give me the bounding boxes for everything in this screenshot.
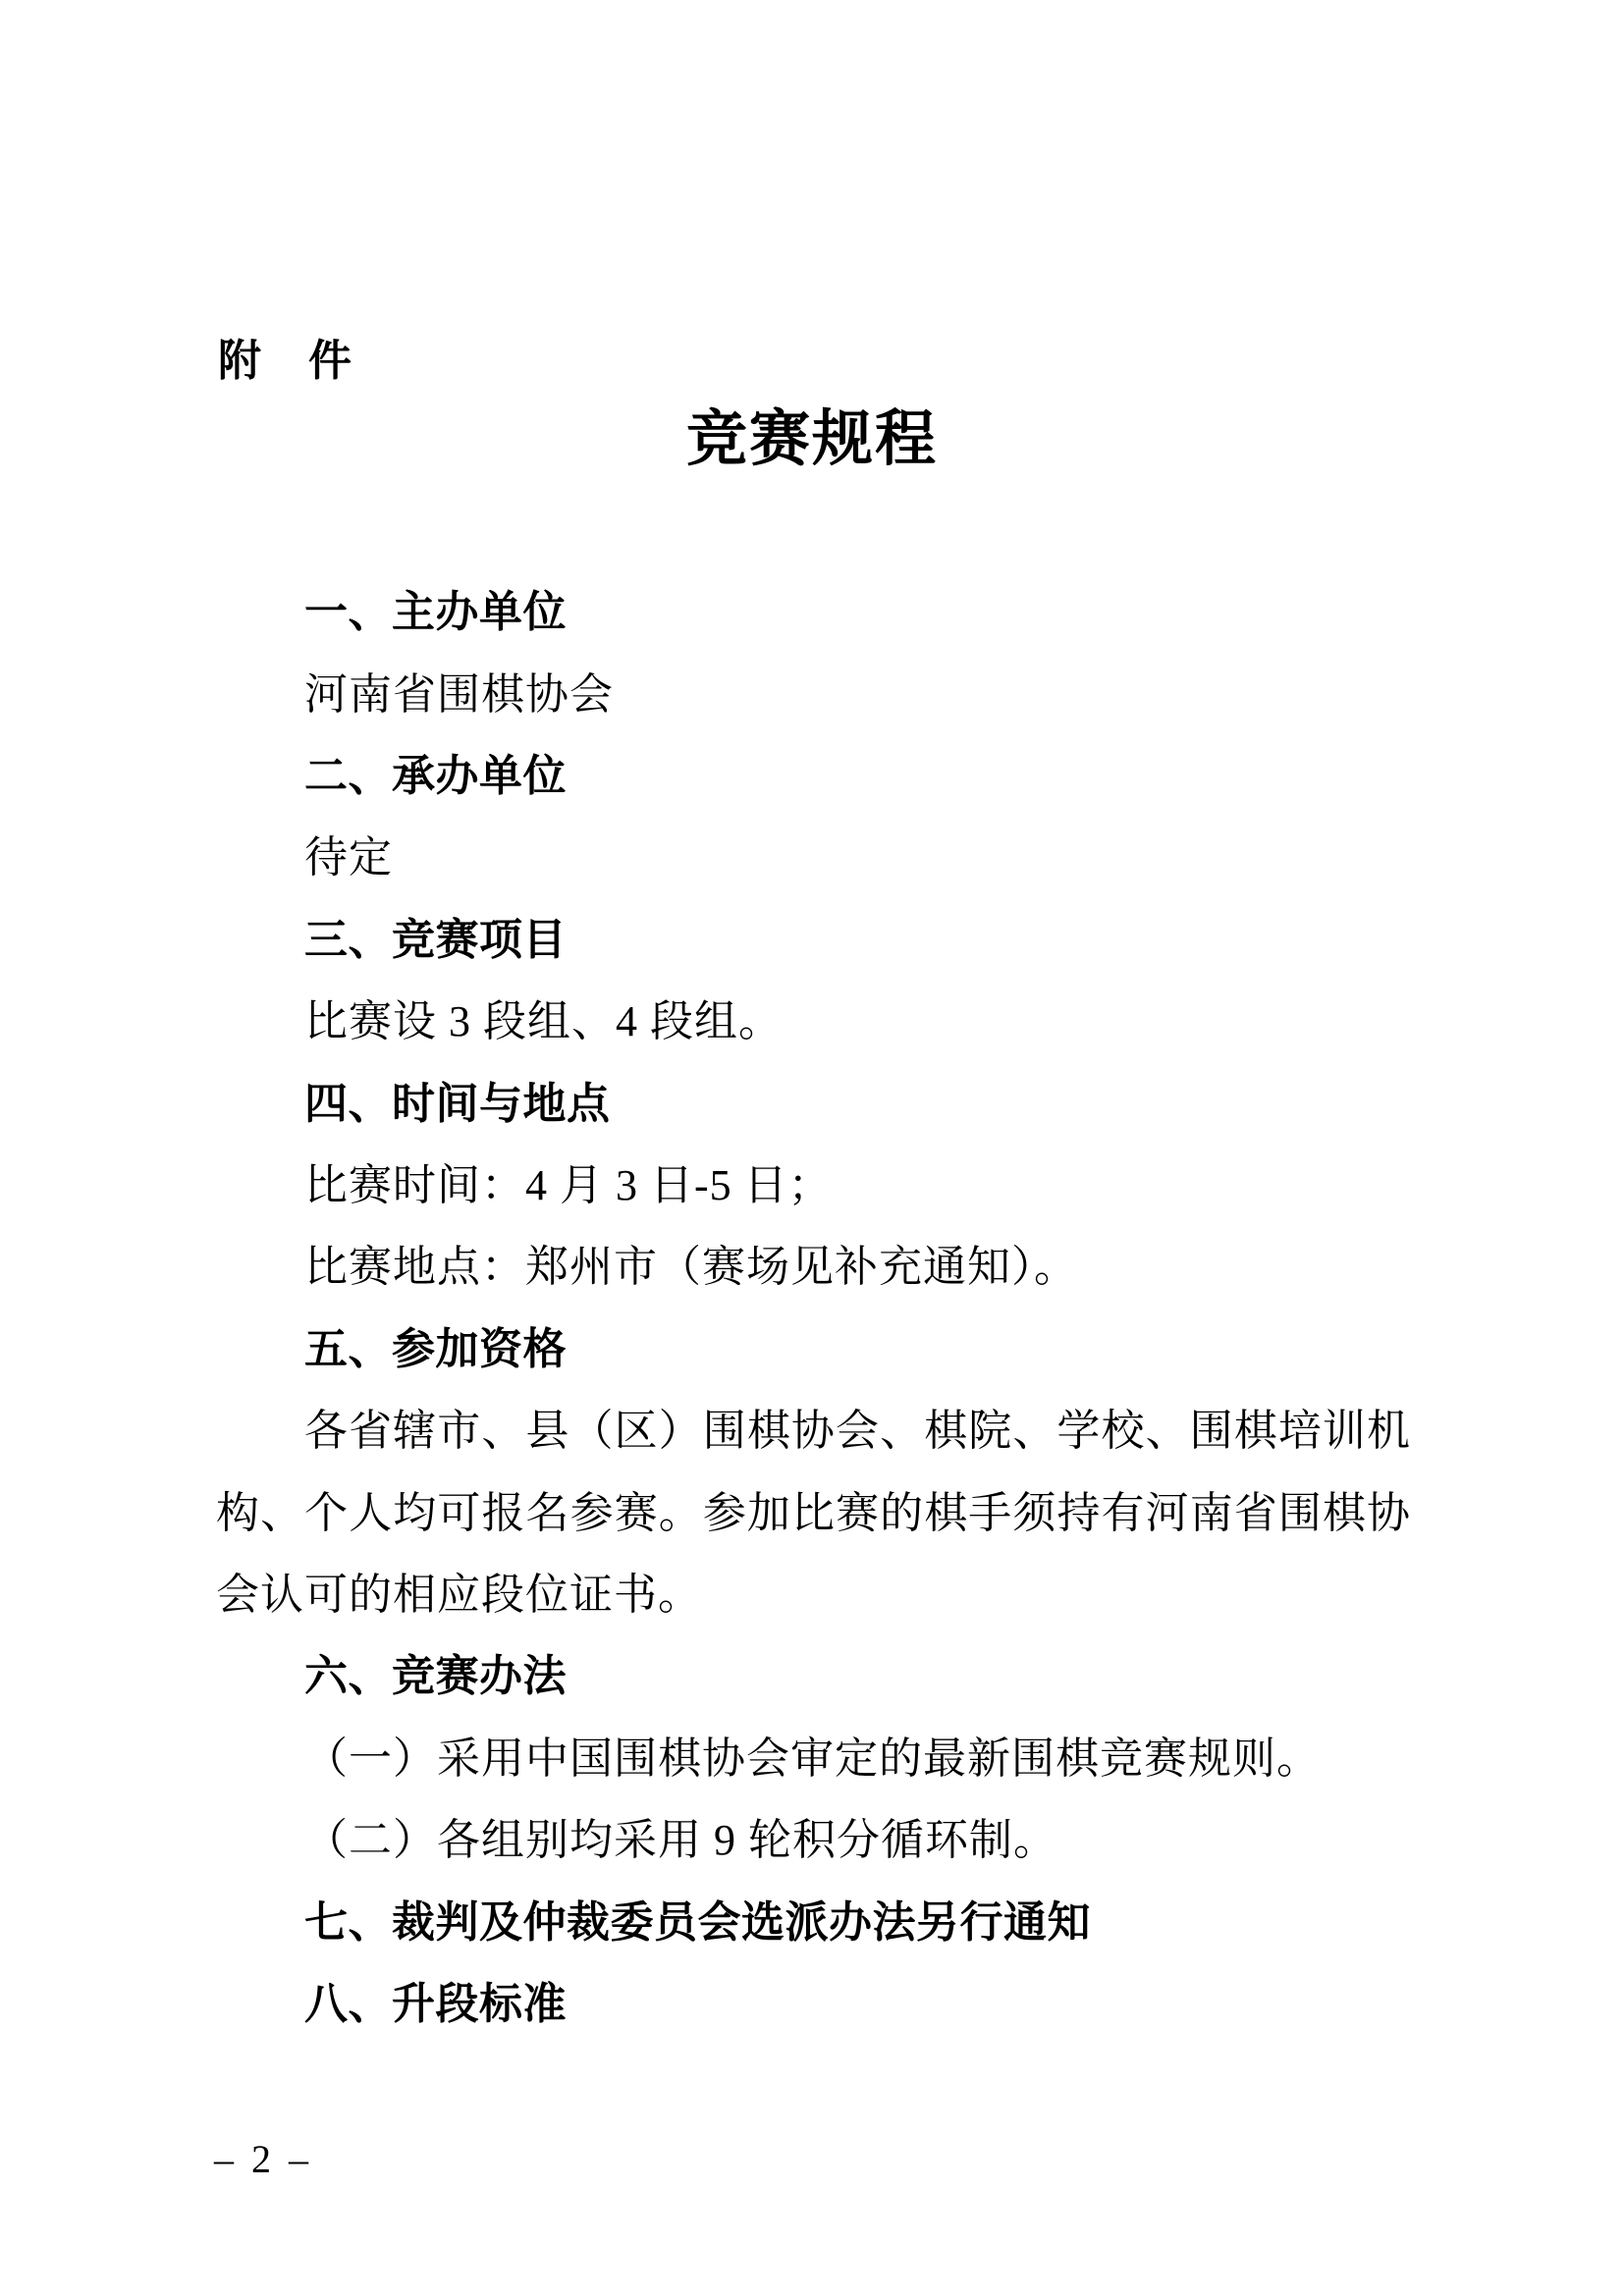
body-line: （二）各组别均采用 9 轮积分循环制。 bbox=[304, 1816, 1057, 1864]
body-line: 比赛时间：4 月 3 日-5 日； bbox=[304, 1161, 833, 1209]
body-line: 比赛地点：郑州市（赛场见补充通知）。 bbox=[304, 1243, 1078, 1291]
page-title: 竞赛规程 bbox=[685, 405, 938, 473]
section-heading: 八、升段标准 bbox=[304, 1980, 567, 2028]
body-line: 各省辖市、县（区）围棋协会、棋院、学校、围棋培训机 bbox=[304, 1407, 1411, 1455]
attachment-label: 附 件 bbox=[218, 337, 353, 385]
section-heading: 三、竞赛项目 bbox=[304, 916, 567, 964]
body-line: 比赛设 3 段组、4 段组。 bbox=[304, 997, 783, 1045]
section-heading: 六、竞赛办法 bbox=[304, 1652, 567, 1700]
page-number: – 2 – bbox=[214, 2137, 312, 2181]
section-heading: 七、裁判及仲裁委员会选派办法另行通知 bbox=[304, 1898, 1091, 1947]
body-line: （一）采用中国围棋协会审定的最新围棋竞赛规则。 bbox=[304, 1735, 1321, 1783]
section-heading: 五、参加资格 bbox=[304, 1325, 567, 1373]
body-line: 河南省围棋协会 bbox=[304, 670, 614, 719]
section-heading: 一、主办单位 bbox=[304, 588, 567, 636]
body-line: 待定 bbox=[304, 833, 393, 881]
body-line: 会认可的相应段位证书。 bbox=[216, 1571, 702, 1619]
body-line: 构、个人均可报名参赛。参加比赛的棋手须持有河南省围棋协 bbox=[216, 1489, 1411, 1537]
section-heading: 二、承办单位 bbox=[304, 752, 567, 800]
section-heading: 四、时间与地点 bbox=[304, 1080, 611, 1128]
